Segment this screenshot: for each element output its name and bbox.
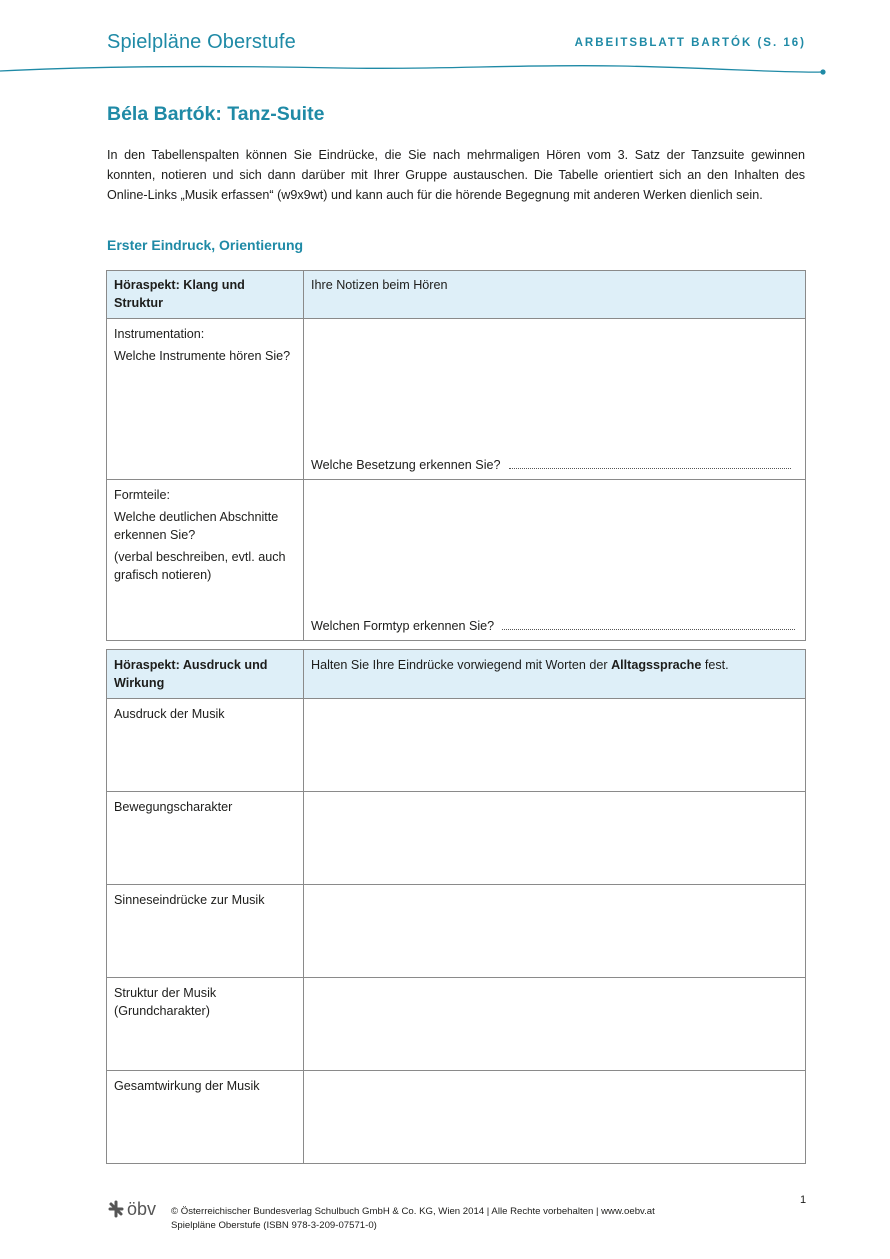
instruction-emphasis: Alltagssprache xyxy=(611,658,702,672)
aspect-cell: Ausdruck der Musik xyxy=(107,699,304,792)
aspect-cell: Sinneseindrücke zur Musik xyxy=(107,885,304,978)
document-title: Béla Bartók: Tanz-Suite xyxy=(107,103,325,125)
table-row xyxy=(107,792,806,885)
prompt-text: Welche Besetzung erkennen Sie? xyxy=(311,458,501,472)
table-header-row xyxy=(107,650,806,699)
table-header-row xyxy=(107,271,806,319)
answer-dotted-line[interactable] xyxy=(509,468,791,469)
fill-in-prompt xyxy=(311,617,795,635)
column-header-notes: Ihre Notizen beim Hören xyxy=(304,271,806,319)
table-row xyxy=(107,699,806,792)
instruction-text-end: fest. xyxy=(701,658,729,672)
oebv-logo xyxy=(106,1197,166,1221)
section-heading: Erster Eindruck, Orientierung xyxy=(107,237,304,253)
header-wave-line xyxy=(0,60,890,84)
aspect-cell: Bewegungscharakter xyxy=(107,792,304,885)
table-row xyxy=(107,978,806,1071)
aspect-label: Instrumentation: xyxy=(114,327,205,341)
intro-paragraph: In den Tabellenspalten können Sie Eindrücke, die Sie nach mehrmaligen Hören vom 3. Satz der Tanzsuite gewinnen konnten, notieren und sich dann darüber mit Ihrer Gruppe austauschen. Die Tabelle orientiert sich an den Inhalten des Online-Links „Musik erfassen“ (w9x9wt) und kann auch für die hörende Begegnung mit anderen Werken dienlich sein. xyxy=(107,148,805,202)
prompt-text: Welchen Formtyp erkennen Sie? xyxy=(311,619,495,633)
notes-cell[interactable] xyxy=(304,1071,806,1164)
table-row xyxy=(107,1071,806,1164)
column-header-instruction xyxy=(304,650,806,699)
column-header-aspect: Höraspekt: Klang und Struktur xyxy=(107,271,304,319)
instruction-text: Halten Sie Ihre Eindrücke vorwiegend mit Worten der xyxy=(311,658,612,672)
aspect-question: Welche deutlichen Abschnitte erkennen Sie? xyxy=(114,510,279,542)
aspect-label: Formteile: xyxy=(114,488,170,502)
sheet-label: ARBEITSBLATT BARTÓK (S. 16) xyxy=(574,37,806,49)
oebv-logo-text: öbv xyxy=(127,1199,157,1219)
oebv-logo-icon xyxy=(110,1202,122,1216)
aspect-hint: (verbal beschreiben, evtl. auch grafisch notieren) xyxy=(114,550,286,582)
aspect-question: Welche Instrumente hören Sie? xyxy=(114,349,291,363)
aspect-cell xyxy=(107,480,304,641)
table-ausdruck-wirkung xyxy=(106,649,806,1164)
header-title: Spielpläne Oberstufe xyxy=(107,31,296,53)
page-number: 1 xyxy=(800,1194,807,1206)
table-row xyxy=(107,319,806,480)
notes-cell[interactable] xyxy=(304,978,806,1071)
aspect-cell xyxy=(107,319,304,480)
footer-line: Spielpläne Oberstufe (ISBN 978-3-209-07571-0) xyxy=(171,1220,377,1231)
footer-copyright xyxy=(171,1205,655,1233)
notes-cell[interactable] xyxy=(304,319,806,480)
notes-cell[interactable] xyxy=(304,699,806,792)
aspect-cell: Struktur der Musik (Grundcharakter) xyxy=(107,978,304,1071)
fill-in-prompt xyxy=(311,456,791,474)
notes-cell[interactable] xyxy=(304,480,806,641)
table-row xyxy=(107,480,806,641)
table-klang-struktur xyxy=(106,270,806,641)
notes-cell[interactable] xyxy=(304,885,806,978)
notes-cell[interactable] xyxy=(304,792,806,885)
column-header-aspect: Höraspekt: Ausdruck und Wirkung xyxy=(107,650,304,699)
table-row xyxy=(107,885,806,978)
footer-line: © Österreichischer Bundesverlag Schulbuch GmbH & Co. KG, Wien 2014 | Alle Rechte vorbehalten | www.oebv.at xyxy=(171,1206,655,1217)
answer-dotted-line[interactable] xyxy=(502,629,795,630)
aspect-cell: Gesamtwirkung der Musik xyxy=(107,1071,304,1164)
